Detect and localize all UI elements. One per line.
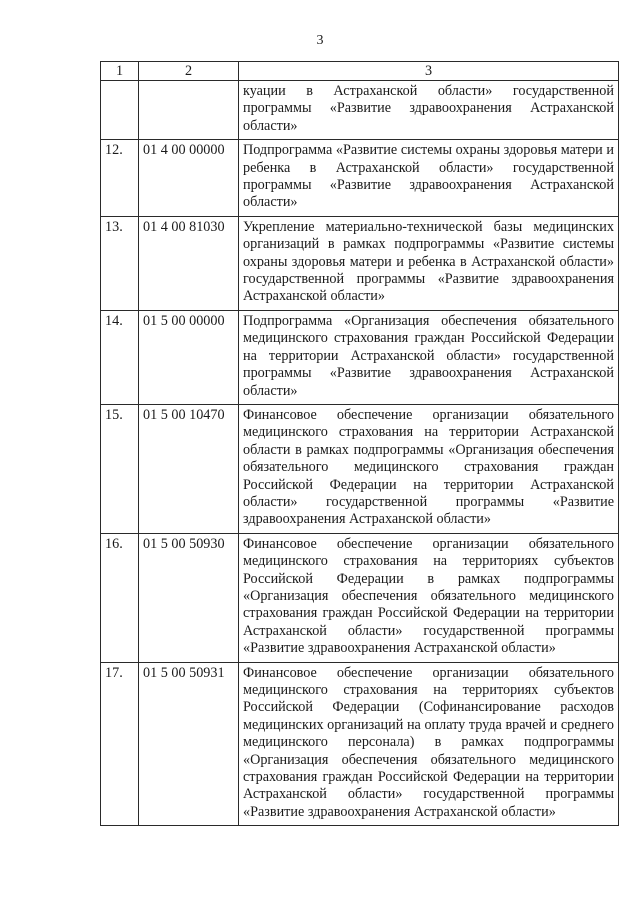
table-row [101, 310, 619, 404]
row-description: Подпрограмма «Организация обеспечения обязательного медицинского страхования граждан Российской Федерации на территории Астраханской области» государственной программы «Развитие здравоохранения Астраханской области» [239, 310, 619, 404]
row-code: 01 5 00 00000 [139, 310, 239, 404]
row-number: 16. [101, 533, 139, 662]
table-header-row [101, 62, 619, 81]
row-number: 13. [101, 216, 139, 310]
row-description: Финансовое обеспечение организации обязательного медицинского страхования на территориях субъектов Российской Федерации в рамках подпрограммы «Организация обеспечения обязательного медицинского страхования граждан Российской Федерации на территории Астраханской области» государственной программы «Развитие здравоохранения Астраханской области» [239, 533, 619, 662]
row-number: 12. [101, 140, 139, 217]
row-description: Финансовое обеспечение организации обязательного медицинского страхования на территории Астраханской области в рамках подпрограммы «Организация обеспечения обязательного медицинского страхования граждан Российской Федерации на территории Астраханской области» государственной программы «Развитие здравоохранения Астраханской области» [239, 404, 619, 533]
row-code: 01 5 00 50930 [139, 533, 239, 662]
header-col-2: 2 [139, 62, 239, 81]
row-description: Укрепление материально-технической базы медицинских организаций в рамках подпрограммы «Развитие системы охраны здоровья матери и ребенка в Астраханской области» государственной программы «Развитие здравоохранения Астраханской области» [239, 216, 619, 310]
table-row [101, 216, 619, 310]
table-row [101, 533, 619, 662]
row-code [139, 81, 239, 140]
header-col-3: 3 [239, 62, 619, 81]
row-description: Подпрограмма «Развитие системы охраны здоровья матери и ребенка в Астраханской области» государственной программы «Развитие здравоохранения Астраханской области» [239, 140, 619, 217]
row-description: куации в Астраханской области» государственной программы «Развитие здравоохранения Астраханской области» [239, 81, 619, 140]
row-code: 01 5 00 50931 [139, 662, 239, 826]
table-row [101, 662, 619, 826]
table-row [101, 140, 619, 217]
table-row [101, 81, 619, 140]
table-row [101, 404, 619, 533]
row-description: Финансовое обеспечение организации обязательного медицинского страхования на территориях субъектов Российской Федерации (Софинансирование расходов медицинских организаций на оплату труда врачей и среднего медицинского персонала) в рамках подпрограммы «Организация обеспечения обязательного медицинского страхования граждан Российской Федерации на территории Астраханской области» государственной программы «Развитие здравоохранения Астраханской области» [239, 662, 619, 826]
row-code: 01 4 00 00000 [139, 140, 239, 217]
row-number [101, 81, 139, 140]
budget-classification-table [100, 61, 619, 826]
row-number: 15. [101, 404, 139, 533]
header-col-1: 1 [101, 62, 139, 81]
row-code: 01 5 00 10470 [139, 404, 239, 533]
row-code: 01 4 00 81030 [139, 216, 239, 310]
row-number: 14. [101, 310, 139, 404]
page-number: 3 [316, 33, 324, 48]
row-number: 17. [101, 662, 139, 826]
